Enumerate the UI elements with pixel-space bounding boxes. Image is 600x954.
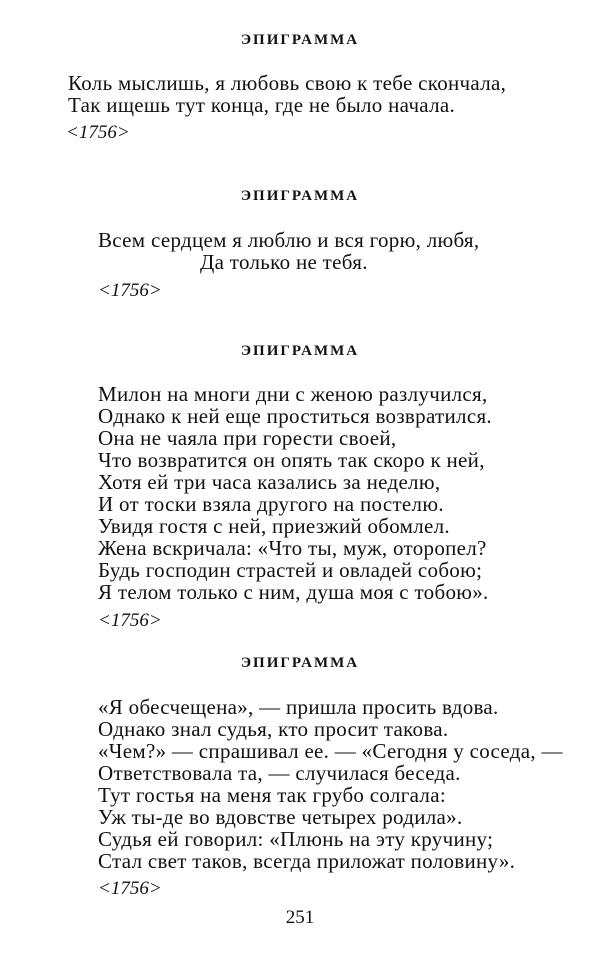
page-number: 251: [285, 907, 315, 928]
epigram-4-line-7: Судья ей говорил: «Плюнь на эту кручину;: [98, 827, 494, 851]
epigram-3-line-5: Хотя ей три часа казались за неделю,: [98, 470, 441, 494]
epigram-3-line-8: Жена вскричала: «Что ты, муж, оторопел?: [98, 536, 487, 560]
epigram-2-title: ЭПИГРАММА: [240, 188, 360, 204]
epigram-2-line-2: Да только не тебя.: [200, 250, 368, 274]
epigram-3-date: <1756>: [98, 610, 162, 631]
epigram-3-line-10: Я телом только с ним, душа моя с тобою».: [98, 580, 489, 604]
epigram-3-line-7: Увидя гостя с ней, приезжий обомлел.: [98, 514, 450, 538]
epigram-4-date: <1756>: [98, 878, 162, 899]
epigram-3-line-4: Что возвратится он опять так скоро к ней,: [98, 448, 485, 472]
epigram-4-title: ЭПИГРАММА: [240, 655, 360, 671]
epigram-4-line-1: «Я обесчещена», — пришла просить вдова.: [98, 695, 499, 719]
epigram-3-line-9: Будь господин страстей и овладей собою;: [98, 558, 483, 582]
epigram-1-date: <1756>: [66, 122, 130, 143]
epigram-1-line-2: Так ищешь тут конца, где не было начала.: [68, 93, 456, 117]
epigram-3-title: ЭПИГРАММА: [240, 343, 360, 359]
epigram-2-line-1: Всем сердцем я люблю и вся горю, любя,: [98, 228, 480, 252]
epigram-4-line-6: Уж ты-де во вдовстве четырех родила».: [98, 805, 463, 829]
epigram-4-line-4: Ответствовала та, — случилася беседа.: [98, 761, 461, 785]
epigram-2-date: <1756>: [98, 280, 162, 301]
epigram-1-line-1: Коль мыслишь, я любовь свою к тебе скончала,: [68, 71, 507, 95]
epigram-3-line-3: Она не чаяла при горести своей,: [98, 426, 397, 450]
epigram-3-line-2: Однако к ней еще проститься возвратился.: [98, 404, 492, 428]
epigram-1-title: ЭПИГРАММА: [240, 32, 360, 48]
epigram-4-line-8: Стал свет таков, всегда приложат половину».: [98, 849, 516, 873]
epigram-3-line-1: Милон на многи дни с женою разлучился,: [98, 382, 488, 406]
epigram-4-line-5: Тут гостья на меня так грубо солгала:: [98, 783, 446, 807]
epigram-3-line-6: И от тоски взяла другого на постелю.: [98, 492, 444, 516]
epigram-4-line-2: Однако знал судья, кто просит такова.: [98, 717, 449, 741]
epigram-4-line-3: «Чем?» — спрашивал ее. — «Сегодня у соседа, —: [98, 739, 563, 763]
